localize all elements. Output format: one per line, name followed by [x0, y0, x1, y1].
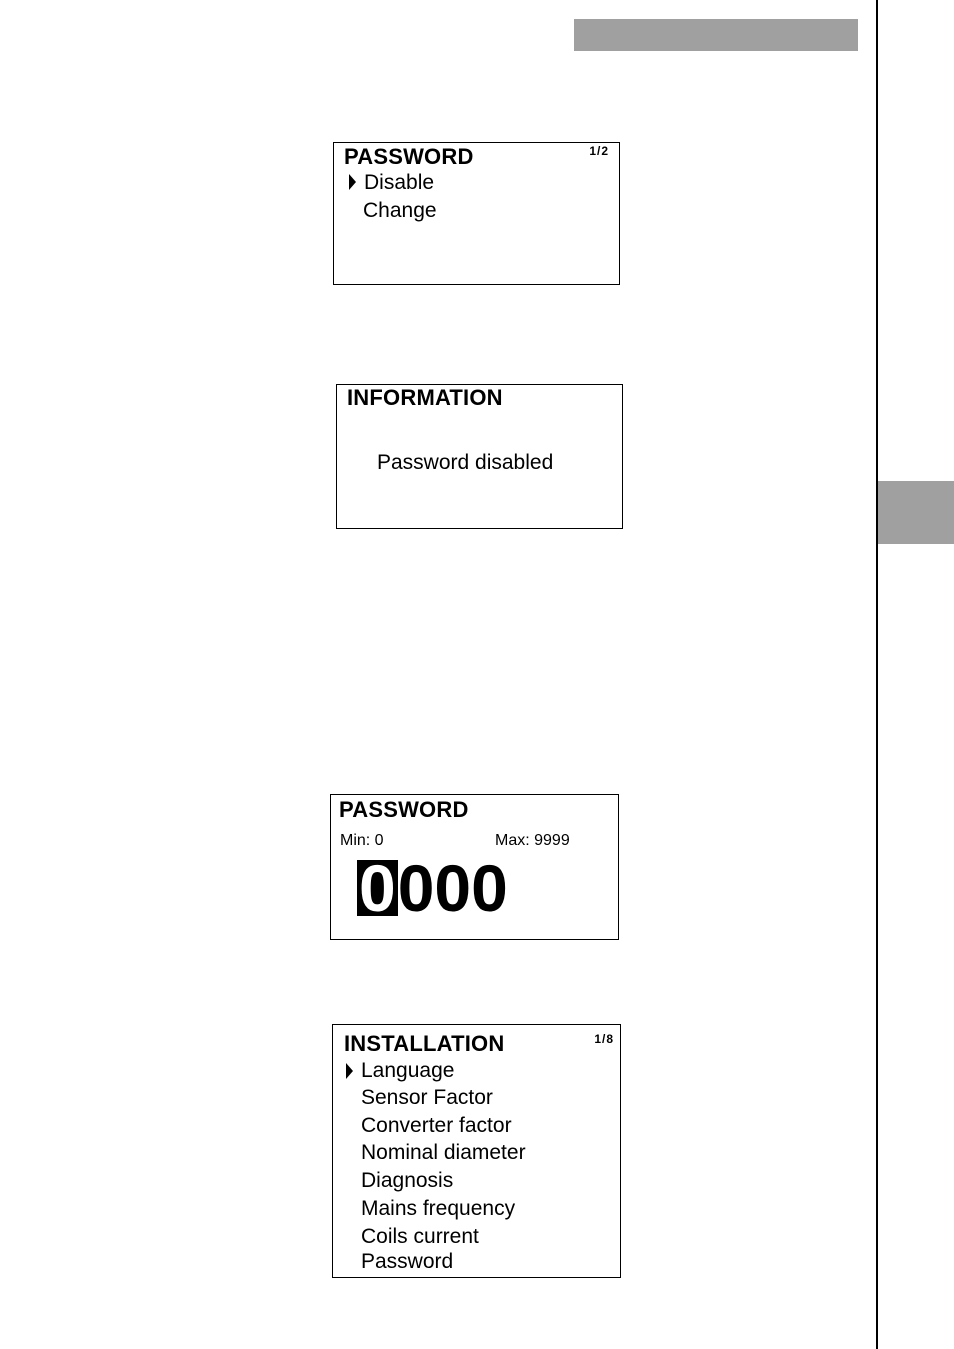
menu-item-diagnosis[interactable]: Diagnosis	[361, 1169, 454, 1192]
menu-item-nominal-diameter[interactable]: Nominal diameter	[361, 1141, 526, 1164]
menu-item-sensor-factor[interactable]: Sensor Factor	[361, 1086, 493, 1109]
screen-title: INFORMATION	[347, 385, 503, 410]
password-digits[interactable]	[357, 851, 508, 925]
min-label: Min: 0	[340, 832, 384, 849]
selection-pointer-icon	[346, 1063, 353, 1079]
chapter-tab	[878, 481, 954, 544]
max-label: Max: 9999	[495, 832, 570, 849]
digit-cursor[interactable]: 0	[359, 851, 396, 925]
password-entry-screen	[330, 794, 619, 940]
page-margin-rule	[876, 0, 878, 1349]
password-menu-screen	[333, 142, 620, 285]
remaining-digits: 000	[397, 851, 508, 925]
screen-title: PASSWORD	[344, 144, 474, 169]
page-indicator: 1/8	[594, 1032, 614, 1046]
information-screen	[336, 384, 623, 529]
menu-item-disable[interactable]: Disable	[364, 171, 435, 194]
selection-pointer-icon	[349, 174, 356, 190]
menu-item-password[interactable]: Password	[361, 1250, 454, 1273]
screen-title: PASSWORD	[339, 797, 469, 822]
info-message: Password disabled	[377, 451, 554, 474]
menu-item-mains-frequency[interactable]: Mains frequency	[361, 1197, 516, 1220]
installation-menu-screen	[332, 1024, 621, 1278]
header-bar	[574, 19, 858, 51]
screen-title: INSTALLATION	[344, 1031, 505, 1056]
menu-item-language[interactable]: Language	[361, 1059, 455, 1082]
menu-item-converter-factor[interactable]: Converter factor	[361, 1114, 512, 1137]
menu-item-change[interactable]: Change	[363, 199, 437, 222]
page-indicator: 1/2	[589, 144, 609, 158]
menu-item-coils-current[interactable]: Coils current	[361, 1225, 479, 1248]
